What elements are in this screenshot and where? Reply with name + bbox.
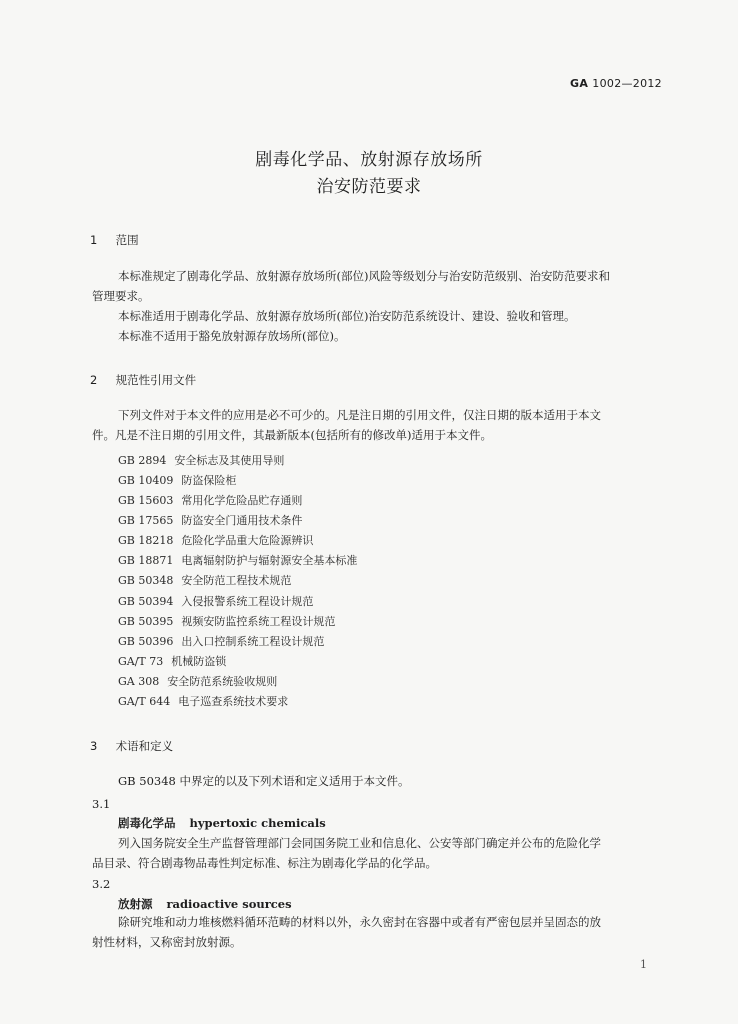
reference-item: GA/T 73 机械防盗锁 [118, 655, 227, 668]
term-1-definition-b: 品目录、符合剧毒物品毒性判定标准、标注为剧毒化学品的化学品。 [92, 856, 437, 870]
term-2-english: radioactive sources [166, 897, 292, 911]
section-1-heading [90, 232, 139, 248]
reference-item: GB 18218 危险化学品重大危险源辨识 [118, 534, 314, 547]
section-2-paragraph-1a: 下列文件对于本文件的应用是必不可少的。凡是注日期的引用文件，仅注日期的版本适用于本文 [118, 408, 601, 422]
reference-item: GB 50395 视频安防监控系统工程设计规范 [118, 615, 336, 628]
standard-prefix: GA [570, 77, 589, 90]
term-1-definition-a: 列入国务院安全生产监督管理部门会同国务院工业和信息化、公安等部门确定并公布的危险化学 [118, 836, 601, 850]
document-title-line1: 剧毒化学品、放射源存放场所 [255, 150, 483, 170]
reference-item: GA 308 安全防范系统验收规则 [118, 675, 278, 688]
clause-3-2-number: 3.2 [92, 877, 111, 891]
section-1-paragraph-3: 本标准不适用于豁免放射源存放场所(部位)。 [118, 329, 346, 343]
reference-item: GB 50394 入侵报警系统工程设计规范 [118, 595, 314, 608]
reference-item: GB 15603 常用化学危险品贮存通则 [118, 494, 303, 507]
clause-3-1-number: 3.1 [92, 797, 111, 811]
reference-item: GB 10409 防盗保险柜 [118, 474, 237, 487]
reference-item: GB 17565 防盗安全门通用技术条件 [118, 514, 303, 527]
section-1-number: 1 [90, 233, 98, 247]
section-3-intro: GB 50348 中界定的以及下列术语和定义适用于本文件。 [118, 774, 410, 788]
term-2 [118, 896, 292, 912]
reference-item: GB 2894 安全标志及其使用导则 [118, 454, 285, 467]
term-1 [118, 815, 326, 831]
term-1-chinese: 剧毒化学品 [118, 816, 176, 830]
section-1-paragraph-1a: 本标准规定了剧毒化学品、放射源存放场所(部位)风险等级划分与治安防范级别、治安防范要求和 [118, 269, 610, 283]
section-3-heading [90, 738, 173, 754]
reference-item: GA/T 644 电子巡查系统技术要求 [118, 695, 289, 708]
term-1-english: hypertoxic chemicals [189, 816, 326, 830]
term-2-chinese: 放射源 [118, 897, 153, 911]
section-3-title: 术语和定义 [115, 739, 174, 753]
section-1-title: 范围 [115, 233, 139, 247]
section-1-paragraph-1b: 管理要求。 [92, 289, 150, 303]
standard-code [570, 77, 662, 90]
document-title-line2: 治安防范要求 [316, 177, 422, 197]
section-2-heading [90, 372, 196, 388]
section-2-paragraph-1b: 件。凡是不注日期的引用文件，其最新版本(包括所有的修改单)适用于本文件。 [92, 428, 492, 442]
reference-item: GB 50396 出入口控制系统工程设计规范 [118, 635, 325, 648]
section-2-title: 规范性引用文件 [115, 373, 197, 387]
section-2-number: 2 [90, 373, 98, 387]
standard-number: 1002—2012 [592, 77, 662, 90]
section-3-number: 3 [90, 739, 98, 753]
term-2-definition-b: 射性材料，又称密封放射源。 [92, 935, 242, 949]
reference-item: GB 50348 安全防范工程技术规范 [118, 574, 292, 587]
reference-item: GB 18871 电离辐射防护与辐射源安全基本标准 [118, 554, 358, 567]
section-1-paragraph-2: 本标准适用于剧毒化学品、放射源存放场所(部位)治安防范系统设计、建设、验收和管理。 [118, 309, 576, 323]
page-number: 1 [640, 958, 647, 971]
term-2-definition-a: 除研究堆和动力堆核燃料循环范畴的材料以外，永久密封在容器中或者有严密包层并呈固态的放 [118, 915, 601, 929]
